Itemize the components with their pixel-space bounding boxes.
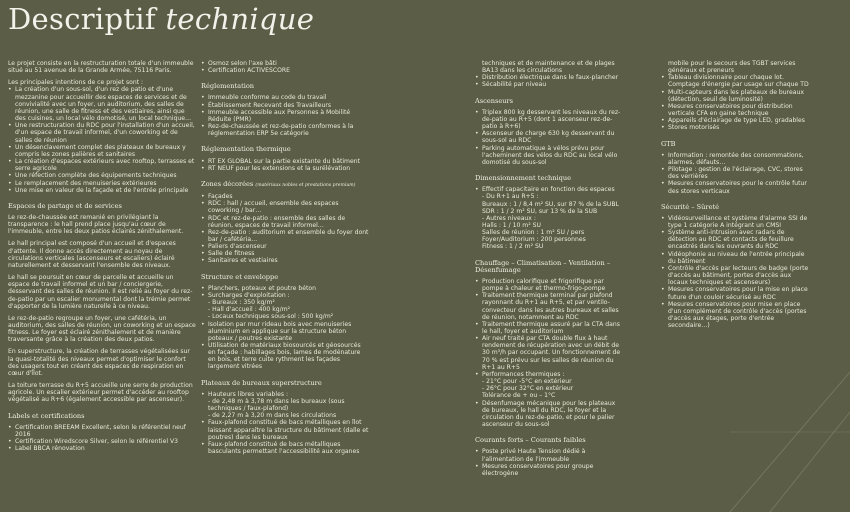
- paragraph: Le rez-de-patio regroupe un foyer, une cafétéria, un auditorium, des salles de réunion, un coworking et un espace fitness. Le foyer est éclairé zénithalement et de manière traversante grâce à la création des deux patios.: [8, 314, 196, 344]
- gtb-list: [661, 152, 811, 195]
- list-item: • Paliers d'ascenseur: [201, 243, 369, 250]
- zones-list: [201, 193, 369, 265]
- list-item: • Une restructuration du RDC pour l'installation d'un accueil, d'un espace de travail informel, d'un coworking et de salles de réunion: [8, 122, 196, 143]
- paragraph: La toiture terrasse du R+5 accueille une serre de production agricole. Un escalier extérieur permet d'accéder au rooftop végétalisé au R+6 (également accessible par ascenseur).: [8, 382, 193, 404]
- list-item: • Mesures conservatoires pour le contrôle futur des stores verticaux: [661, 180, 811, 194]
- chauffage-list: [475, 278, 623, 428]
- list-item: • Sécabilité par niveau: [475, 81, 623, 88]
- list-item: • Traitement thermique assuré par la CTA dans le hall, foyer et auditorium: [475, 321, 623, 335]
- dimensionnement-list: [475, 186, 623, 250]
- list-item: • Pilotage : gestion de l'éclairage, CVC, stores des verrières: [661, 166, 811, 180]
- securite-list: [661, 215, 811, 330]
- list-item: • Hauteurs libres variables : - de 2,48 m à 3,78 m dans les bureaux (sous techniques / faux-plafond) - de 2,27 m à 3,20 m dans les circulations: [201, 391, 369, 420]
- gtb-heading: GTB: [661, 139, 676, 148]
- distribution-list: [475, 74, 623, 88]
- list-item: • RT NEUF pour les extensions et la surélévation: [201, 165, 369, 172]
- list-item: • Production calorifique et frigorifique par pompe à chaleur et thermo-frigo-pompe: [475, 278, 623, 292]
- list-item: • La création d'espaces extérieurs avec rooftop, terrasses et serre agricole: [8, 158, 196, 172]
- list-item: • Vidéophonie au niveau de l'entrée principale du bâtiment: [661, 251, 811, 265]
- plateaux-heading: Plateaux de bureaux superstructure: [201, 378, 322, 387]
- plateaux-continuation: techniques et de maintenance et de plages BA13 dans les circulations: [482, 60, 615, 75]
- labels-list: [8, 424, 196, 453]
- paragraph: Le hall principal est composé d'un accueil et d'espaces d'attente. Il donne accès directement au noyau de circulations verticales (ascenseurs et escaliers) éclairé naturellement et desservant l'ensemble des niveaux.: [8, 240, 176, 269]
- reglementation-list: [201, 94, 369, 137]
- spaces-paragraphs: [8, 214, 196, 404]
- dimensionnement-heading: Dimensionnement technique: [475, 174, 572, 183]
- list-item: • Mesures conservatoires pour la mise en place future d'un couloir sécurisé au RDC: [661, 286, 811, 300]
- list-item: • Appareils d'éclairage de type LED, gradables: [661, 117, 811, 124]
- list-item: • Utilisation de matériaux biosourcés et géosourcés en façade : habillages bois, lames de modénature en bois, et terre cuite rythment les façades largement vitrées: [201, 342, 369, 371]
- list-item: • Une mise en valeur de la façade et de l'entrée principale: [8, 187, 196, 194]
- list-item: • RDC : hall / accueil, ensemble des espaces coworking / bar…: [201, 200, 369, 214]
- list-item: • Certification Wiredscore Silver, selon le référentiel V3: [8, 438, 196, 445]
- page-title: [8, 2, 314, 36]
- decorative-lines: [730, 372, 850, 512]
- list-item: • Isolation par mur rideau bois avec menuiseries aluminium en applique sur la structure béton poteaux / poutres existante: [201, 321, 369, 342]
- thermique-heading: Réglementation thermique: [201, 145, 291, 154]
- certifications-cont-list: [201, 60, 369, 74]
- plateaux-list: [201, 391, 369, 455]
- labels-heading: Labels et certifications: [8, 411, 85, 420]
- securite-heading: Sécurité – Sûreté: [661, 202, 720, 211]
- principles-title: Les principales intentions de ce projet sont :: [8, 79, 144, 87]
- list-item: • Salle de fitness: [201, 250, 369, 257]
- principles-list: [8, 86, 196, 193]
- list-item: • Sanitaires et vestiaires: [201, 257, 369, 264]
- list-item: • Stores motorisés: [661, 124, 811, 131]
- list-item: • Planchers, poteaux et poutre béton: [201, 285, 369, 292]
- list-item: • Rez-de-chaussée et rez-de-patio conformes à la réglementation ERP 5e catégorie: [201, 123, 369, 137]
- zones-heading-note: (matériaux nobles et prestations premium): [255, 182, 356, 188]
- list-item: • Immeuble conforme au code du travail: [201, 94, 369, 101]
- paragraph: En superstructure, la création de terrasses végétalisées sur la quasi-totalité des niveaux permet d'optimiser le confort des usagers tout en créant des espaces de respiration en cœur d'îlot.: [8, 348, 190, 377]
- thermique-list: [201, 158, 369, 172]
- list-item: • Information : remontée des consommations, alarmes, défauts…: [661, 152, 811, 166]
- list-item: • La création d'un sous-sol, d'un rez de patio et d'une mezzanine pour accueillir des espaces de services et de convivialité avec un foyer, un auditorium, des salles de réunion, une salle de fitness et des vestiaires, ainsi que des cuisines, un local vélo domotisé, un local technique…: [8, 86, 196, 122]
- list-item: • Triplex 800 kg desservant les niveaux du rez-de-patio au R+5 (dont 1 ascenseur rez-de-patio à R+6): [475, 109, 623, 130]
- column-2: [201, 60, 369, 457]
- deco-line: [770, 412, 850, 512]
- list-item: • Air neuf traité par CTA double flux à haut rendement de récupération avec un débit de 30 m³/h par occupant. Un fonctionnement de 70 % est prévu sur les salles de réunion du R+1 au R+5: [475, 335, 623, 371]
- chauffage-heading: Chauffage – Climatisation – Ventilation – Désenfumage: [475, 258, 611, 274]
- ascenseurs-heading: Ascenseurs: [475, 96, 514, 105]
- list-item: • RDC et rez-de-patio : ensemble des salles de réunion, espaces de travail informel…: [201, 215, 369, 229]
- courants-heading: Courants forts – Courants faibles: [475, 436, 586, 445]
- list-item: • Multi-capteurs dans les plateaux de bureaux (détection, seuil de luminosité): [661, 89, 811, 103]
- electricite-list: [661, 74, 811, 131]
- column-3: [475, 60, 623, 479]
- list-item: • Faux-plafond constitué de bacs métalliques basculants permettant l'accessibilité aux organes: [201, 441, 369, 455]
- list-item: • Osmoz selon l'axe bâti: [201, 60, 369, 67]
- title-italic: technique: [165, 2, 315, 36]
- list-item: • Une réfection complète des équipements techniques: [8, 172, 196, 179]
- intro-paragraph: Le projet consiste en la restructuration totale d'un immeuble situé au 51 avenue de la Grande Armée, 75116 Paris.: [8, 60, 194, 75]
- paragraph: Le hall se poursuit en cœur de parcelle et accueille un espace de travail informel et un bar / conciergerie, desservant des salles de réunion. Il est relié au foyer du rez-de-patio par un escalier monumental dont la trémie permet d'apporter de la lumière naturelle à ce niveau.: [8, 274, 193, 310]
- courants-list: [475, 448, 623, 477]
- list-item: • Tableau divisionnaire pour chaque lot. Comptage d'énergie par usage sur chaque TD: [661, 74, 811, 88]
- list-item: • Mesures conservatoires pour distribution verticale CFA en gaine technique: [661, 103, 811, 117]
- courants-continuation: mobile pour le secours des TGBT services généraux et preneurs: [668, 60, 796, 75]
- column-1: [8, 60, 196, 454]
- reglementation-heading: Réglementation: [201, 82, 255, 91]
- list-item: • RT EX GLOBAL sur la partie existante du bâtiment: [201, 158, 369, 165]
- list-item: • Distribution électrique dans le faux-plancher: [475, 74, 623, 81]
- list-item: • Performances thermiques : - 21°C pour -5°C en extérieur - 26°C pour 32°C en extérieur Tolérance de + ou – 1°C: [475, 371, 623, 400]
- column-4: [661, 60, 811, 331]
- spaces-heading: Espaces de partage et de services: [8, 201, 122, 210]
- structure-heading: Structure et enveloppe: [201, 272, 279, 281]
- list-item: • Parking automatique à vélos prévu pour l'acheminent des vélos du RDC au local vélo domotisé du sous-sol: [475, 145, 623, 166]
- list-item: • Établissement Recevant des Travailleurs: [201, 102, 369, 109]
- paragraph: Le rez-de-chaussée est remanié en privilégiant la transparence : le hall prend place jusqu'au cœur de l'immeuble, entre les deux patios éclairés zénithalement.: [8, 213, 184, 236]
- list-item: • Désenfumage mécanique pour les plateaux de bureaux, le hall du RDC, le foyer et la circulation du rez-de-patio, et pour le palier ascenseur du sous-sol: [475, 400, 623, 429]
- list-item: • Certification BREEAM Excellent, selon le référentiel neuf 2016: [8, 424, 196, 438]
- list-item: • Rez-de-patio : auditorium et ensemble du foyer dont bar / cafétéria…: [201, 229, 369, 243]
- list-item: • Faux-plafond constitué de bacs métalliques en îlot laissant apparaître la structure du bâtiment (dalle et poutres) dans les bureaux: [201, 419, 369, 440]
- list-item: • Label BBCA rénovation: [8, 445, 196, 452]
- list-item: • Contrôle d'accès par lecteurs de badge (porte d'accès au bâtiment, portes d'accès aux locaux techniques et ascenseurs): [661, 265, 811, 286]
- list-item: • Ascenseur de charge 630 kg desservant du sous-sol au RDC: [475, 130, 623, 144]
- list-item: • Un désenclavement complet des plateaux de bureaux y compris les zones palières et sanitaires: [8, 144, 196, 158]
- list-item: • Façades: [201, 193, 369, 200]
- list-item: • Effectif capacitaire en fonction des espaces - Du R+1 au R+5 : Bureaux : 1 / 8,4 m² SU, sur 87 % de la SUBL SDR : 1 / 2 m² SU, sur 13 % de la SUB - Autres niveaux : Halls : 1 / 10 m² SU Salles de réunion : 1 m² SU / pers Foyer/Auditorium : 200 personnes Fitness : 1 / 2 m² SU: [475, 186, 623, 250]
- list-item: • Vidéosurveillance et système d'alarme SSI de type 1 catégorie A intégrant un CMSI: [661, 215, 811, 229]
- list-item: • Traitement thermique terminal par plafond rayonnant du R+1 au R+5, et par ventilo-convecteur dans les autres bureaux et salles de réunion, notamment au RDC: [475, 292, 623, 321]
- list-item: • Poste privé Haute Tension dédié à l'alimentation de l'immeuble: [475, 448, 623, 462]
- deco-line: [730, 372, 850, 512]
- list-item: • Le remplacement des menuiseries extérieures: [8, 180, 196, 187]
- title-regular: Descriptif: [8, 2, 156, 36]
- ascenseurs-list: [475, 109, 623, 166]
- list-item: • Surcharges d'exploitation : - Bureaux : 350 kg/m² - Hall d'accueil : 400 kg/m² - Locaux techniques sous-sol : 500 kg/m²: [201, 292, 369, 321]
- zones-heading-text: Zones décorées: [201, 179, 254, 188]
- list-item: • Certification ACTIVESCORE: [201, 67, 369, 74]
- list-item: • Immeuble accessible aux Personnes à Mobilité Réduite (PMR): [201, 109, 369, 123]
- structure-list: [201, 285, 369, 371]
- zones-heading: [201, 181, 369, 189]
- list-item: • Mesures conservatoires pour mise en place d'un complément de contrôle d'accès (portes d'accès aux étages, porte d'entrée secondaire…): [661, 301, 811, 330]
- list-item: • Mesures conservatoires pour groupe électrogène: [475, 463, 623, 477]
- list-item: • Système anti-intrusion avec radars de détection au RDC et contacts de feuillure encastrés dans les ouvrants du RDC: [661, 229, 811, 250]
